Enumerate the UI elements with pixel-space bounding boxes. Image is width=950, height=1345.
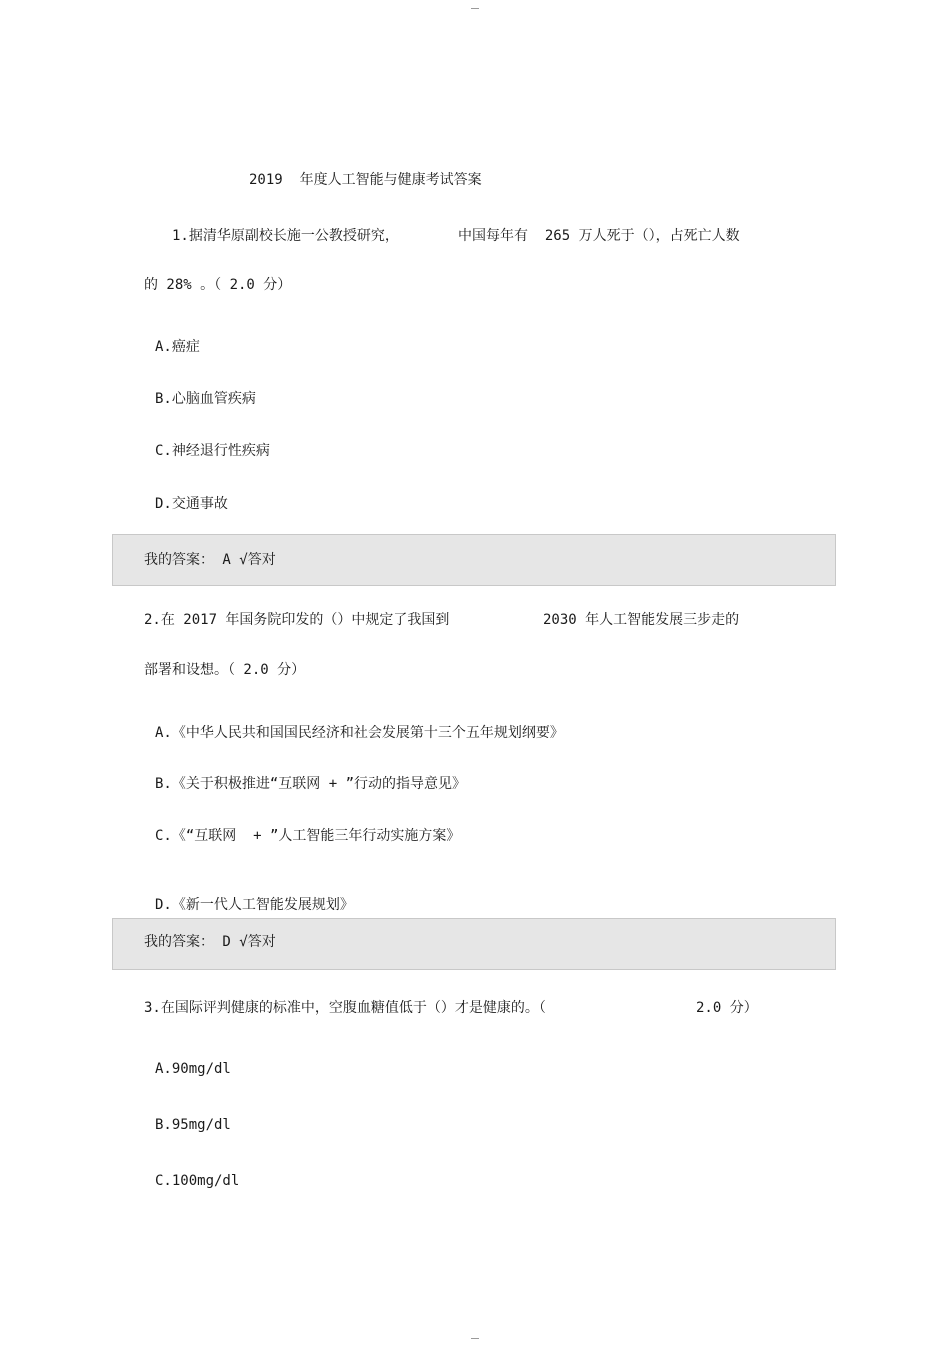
- question-1-option-d: D.交通事故: [155, 496, 228, 512]
- question-2-option-a: A.《中华人民共和国国民经济和社会发展第十三个五年规划纲要》: [155, 725, 564, 741]
- question-3-option-a: A.90mg/dl: [155, 1061, 231, 1077]
- question-3-option-c: C.100mg/dl: [155, 1173, 240, 1189]
- question-3-option-b: B.95mg/dl: [155, 1117, 231, 1133]
- question-1-text-part1: 1.据清华原副校长施一公教授研究，: [172, 228, 399, 244]
- question-1-option-a: A.癌症: [155, 339, 200, 355]
- question-2-option-d: D.《新一代人工智能发展规划》: [155, 897, 354, 913]
- question-2-text-part1: 2.在 2017 年国务院印发的（）中规定了我国到: [144, 612, 450, 628]
- question-2-answer: 我的答案： D √答对: [144, 934, 276, 950]
- question-1-option-b: B.心脑血管疾病: [155, 391, 256, 407]
- question-1-text-line2: 的 28% 。（ 2.0 分）: [144, 277, 292, 293]
- question-1-text-part2: 中国每年有 265 万人死于（），占死亡人数: [458, 228, 740, 244]
- question-2-option-b: B.《关于积极推进“互联网 + ”行动的指导意见》: [155, 776, 466, 792]
- question-3-text-part2: 2.0 分）: [696, 1000, 758, 1016]
- page-bottom-mark: [471, 1338, 479, 1339]
- question-3-text-part1: 3.在国际评判健康的标准中，空腹血糖值低于（）才是健康的。（: [144, 1000, 546, 1016]
- question-1-answer-box: [112, 534, 836, 586]
- question-2-text-part2: 2030 年人工智能发展三步走的: [543, 612, 740, 628]
- question-2-text-line2: 部署和设想。（ 2.0 分）: [144, 662, 306, 678]
- page-title: 2019 年度人工智能与健康考试答案: [249, 172, 482, 188]
- question-1-answer: 我的答案： A √答对: [144, 552, 276, 568]
- page-top-mark: [471, 8, 479, 9]
- question-1-option-c: C.神经退行性疾病: [155, 443, 270, 459]
- question-2-option-c: C.《“互联网 + ”人工智能三年行动实施方案》: [155, 828, 461, 844]
- question-2-answer-box: [112, 918, 836, 970]
